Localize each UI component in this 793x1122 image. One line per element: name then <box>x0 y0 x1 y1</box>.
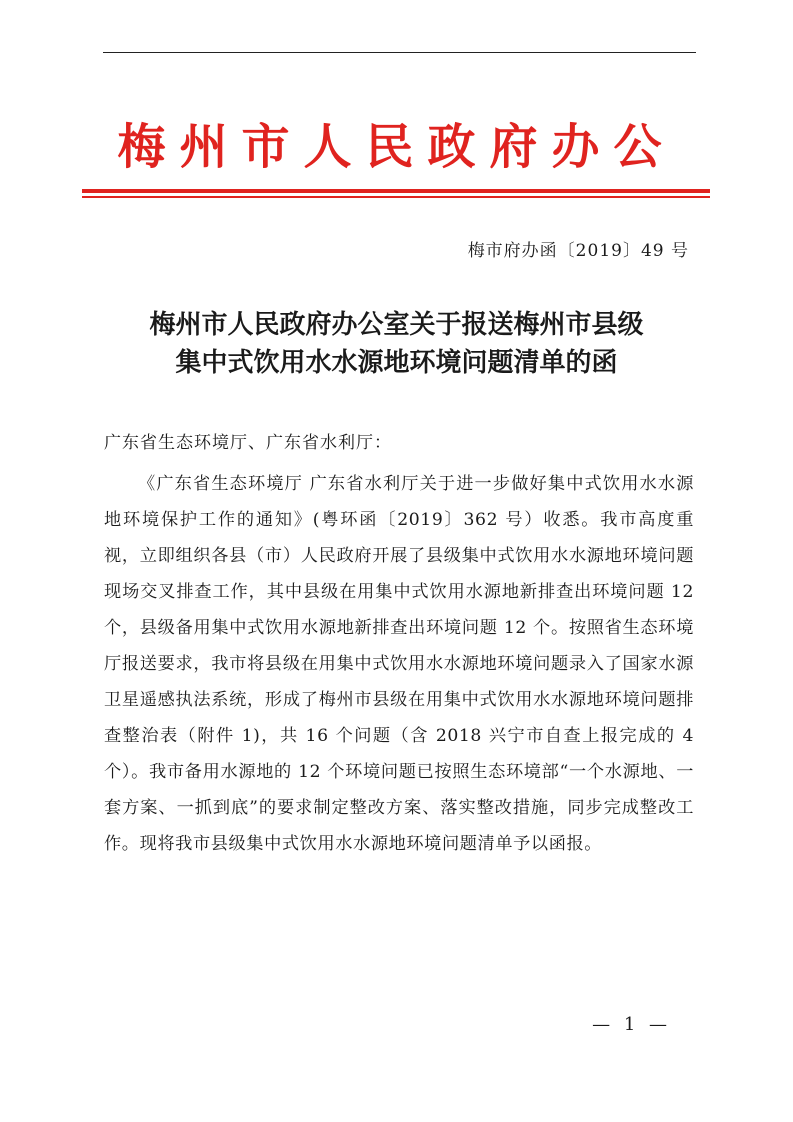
document-title-line-2: 集中式饮用水水源地环境问题清单的函 <box>175 348 618 378</box>
top-rule <box>103 52 696 53</box>
page-number: — 1 — <box>592 1014 671 1035</box>
recipient-line: 广东省生态环境厅、广东省水利厅： <box>104 433 392 453</box>
letterhead-red-rule-thin <box>82 196 710 198</box>
letterhead-red-rule-thick <box>82 189 710 193</box>
document-title <box>90 306 703 382</box>
document-title-line-1: 梅州市人民政府办公室关于报送梅州市县级 <box>149 310 644 340</box>
document-number: 梅市府办函〔2019〕49 号 <box>467 241 689 261</box>
letterhead-title: 梅州市人民政府办公 <box>117 119 676 175</box>
body-paragraph: 《广东省生态环境厅 广东省水利厅关于进一步做好集中式饮用水水源地环境保护工作的通知》(粤环函〔2019〕362 号）收悉。我市高度重视，立即组织各县（市）人民政府开展了县级集中式饮用水水源地环境问题现场交叉排查工作，其中县级在用集中式饮用水源地新排查出环境问题 12 个，县级备用集中式饮用水源地新排查出环境问题 12 个。按照省生态环境厅报送要求，我市将县级在用集中式饮用水水源地环境问题录入了国家水源卫星遥感执法系统，形成了梅州市县级在用集中式饮用水水源地环境问题排查整治表（附件 1)，共 16 个问题（含 2018 兴宁市自查上报完成的 4 个）。我市备用水源地的 12 个环境问题已按照生态环境部“一个水源地、一套方案、一抓到底”的要求制定整改方案、落实整改措施，同步完成整改工作。现将我市县级集中式饮用水水源地环境问题清单予以函报。 <box>104 474 694 854</box>
